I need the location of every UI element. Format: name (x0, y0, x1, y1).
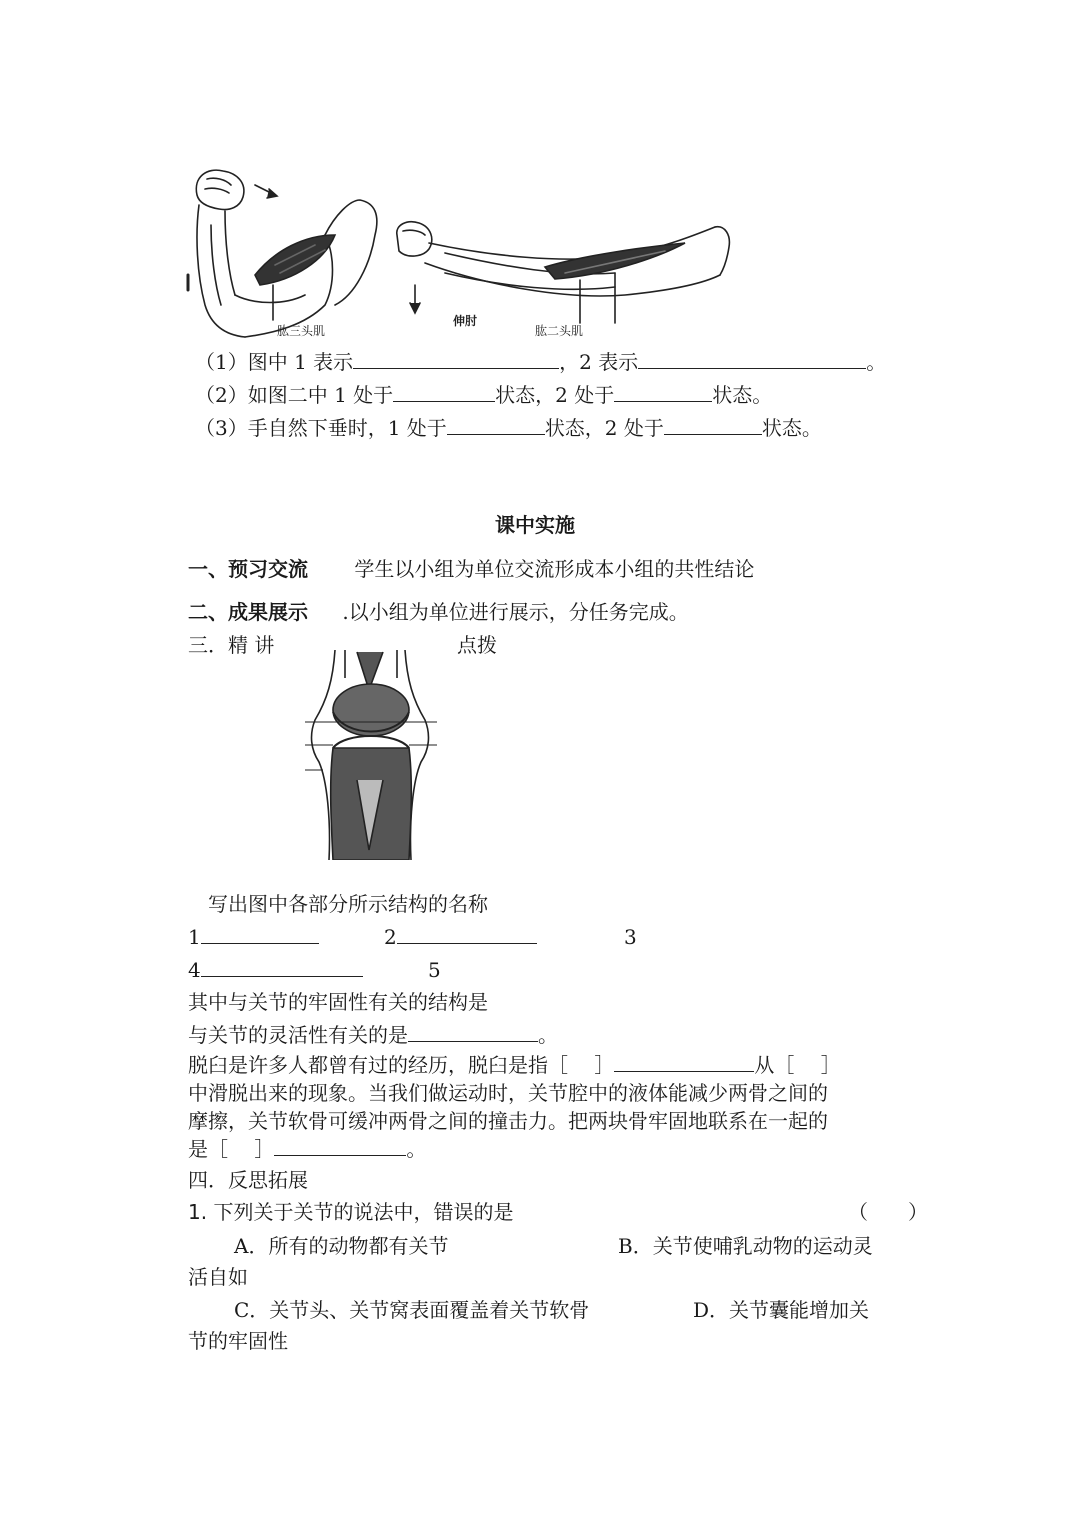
answer-blank[interactable] (393, 383, 495, 402)
flexibility-line (188, 1023, 558, 1048)
answer-blank[interactable] (274, 1137, 406, 1156)
dislocation-text-4b: 。 (406, 1137, 427, 1161)
firmness-line: 其中与关节的牢固性有关的结构是 (188, 990, 488, 1014)
part-2 (188, 600, 689, 625)
dislocation-text-1b: 从［ ］ (754, 1053, 841, 1077)
biceps-label: 肱二头肌 (535, 324, 584, 338)
part-2-text: .以小组为单位进行展示，分任务完成。 (342, 600, 689, 624)
part-1-label: 一、预习交流 (188, 557, 308, 581)
option-d[interactable]: D．关节囊能增加关 (693, 1298, 870, 1322)
dislocation-line-4 (188, 1137, 426, 1162)
answer-blank[interactable] (408, 1023, 538, 1042)
question-3 (195, 416, 822, 441)
question-2-text-b: 状态，2 处于 (495, 383, 615, 407)
answer-blank[interactable] (397, 925, 537, 944)
answer-blank[interactable] (614, 1053, 754, 1072)
question-2-text-a: （2）如图二中 1 处于 (195, 383, 394, 407)
part-3-label-2: 点拨 (457, 633, 497, 657)
structure-prompt: 写出图中各部分所示结构的名称 (208, 892, 488, 916)
part-1-text: 学生以小组为单位交流形成本小组的共性结论 (354, 557, 755, 581)
option-a[interactable]: A．所有的动物都有关节 (234, 1234, 449, 1258)
structure-row-1b (384, 925, 537, 950)
dislocation-line-3: 摩擦，关节软骨可缓冲两骨之间的撞击力。把两块骨牢固地联系在一起的 (188, 1109, 828, 1133)
dislocation-line-2: 中滑脱出来的现象。当我们做运动时，关节腔中的液体能减少两骨之间的 (188, 1081, 828, 1105)
answer-blank[interactable] (201, 958, 363, 977)
section-title: 课中实施 (495, 513, 575, 537)
question-1-text-b: ，2 表示 (559, 350, 639, 374)
option-c[interactable]: C．关节头、关节窝表面覆盖着关节软骨 (234, 1298, 590, 1322)
flexibility-end: 。 (538, 1023, 558, 1047)
label-4: 4 (188, 958, 201, 982)
dislocation-line-1 (188, 1053, 841, 1078)
option-b-continued: 活自如 (188, 1265, 248, 1289)
answer-blank[interactable] (614, 383, 712, 402)
question-1-text-c: 。 (866, 350, 887, 374)
question-1-text-a: （1）图中 1 表示 (195, 350, 354, 374)
answer-blank[interactable] (664, 416, 762, 435)
structure-row-2 (188, 958, 363, 983)
question-1 (195, 350, 886, 375)
question-2-text-c: 状态。 (712, 383, 773, 407)
option-d-continued: 节的牢固性 (188, 1329, 288, 1353)
label-2: 2 (384, 925, 397, 949)
question-3-text-a: （3）手自然下垂时，1 处于 (195, 416, 447, 440)
answer-blank[interactable] (201, 925, 319, 944)
part-2-label: 二、成果展示 (188, 600, 308, 624)
extend-elbow-label: 伸肘 (453, 314, 478, 328)
label-5: 5 (428, 958, 441, 982)
question-2 (195, 383, 772, 408)
label-3: 3 (624, 925, 637, 949)
answer-blank[interactable] (353, 350, 559, 369)
question-3-text-c: 状态。 (761, 416, 822, 440)
part-3-label: 三．精 讲 (188, 633, 275, 657)
dislocation-text-4a: 是［ ］ (188, 1137, 275, 1161)
flexibility-text: 与关节的灵活性有关的是 (188, 1023, 408, 1047)
structure-row-1 (188, 925, 319, 950)
part-1 (188, 557, 754, 582)
answer-blank[interactable] (638, 350, 866, 369)
joint-structure-figure (305, 650, 437, 860)
answer-blank[interactable] (447, 416, 545, 435)
part-4-label: 四．反思拓展 (188, 1168, 308, 1192)
option-b[interactable]: B．关节使哺乳动物的运动灵 (618, 1234, 873, 1258)
mcq-paren: （ ） (848, 1200, 928, 1224)
triceps-label: 肱三头肌 (277, 324, 326, 338)
question-3-text-b: 状态，2 处于 (544, 416, 664, 440)
mcq-stem: 1. 下列关于关节的说法中，错误的是 (188, 1200, 514, 1224)
label-1: 1 (188, 925, 201, 949)
dislocation-text-1a: 脱臼是许多人都曾有过的经历，脱臼是指［ ］ (188, 1053, 615, 1077)
arm-muscle-figure (185, 155, 745, 345)
